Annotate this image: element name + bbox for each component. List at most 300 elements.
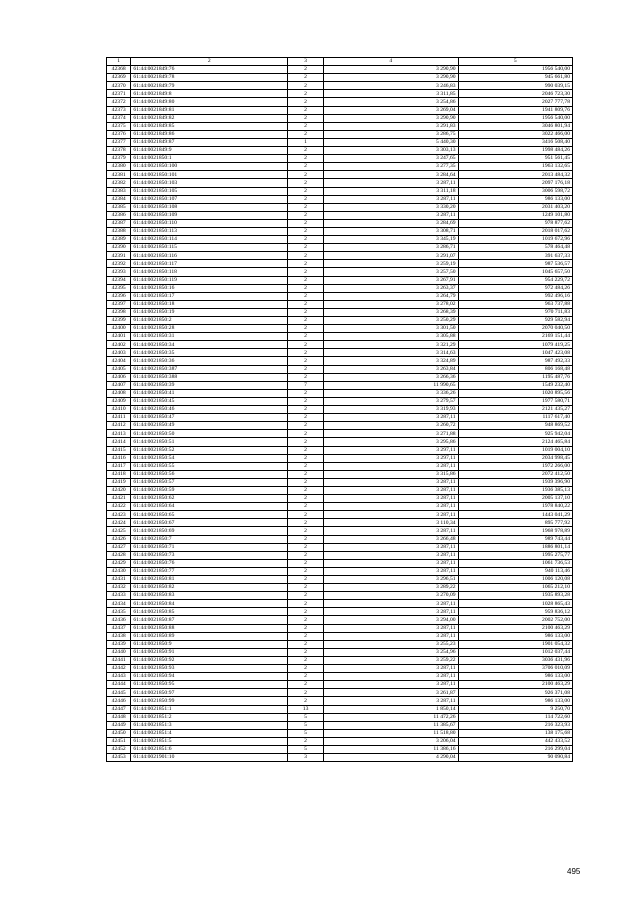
cell-row-number: 42427 bbox=[107, 543, 131, 551]
cell-cadastral-number: 61:44:0021850:1 bbox=[131, 155, 288, 163]
cell-value-b: 391 637,33 bbox=[458, 252, 572, 260]
cell-count: 2 bbox=[288, 535, 324, 543]
table-row bbox=[107, 665, 573, 673]
table-row bbox=[107, 373, 573, 381]
cell-value-a: 3 297,11 bbox=[324, 454, 459, 462]
cell-value-a: 3 289,22 bbox=[324, 584, 459, 592]
table-row bbox=[107, 130, 573, 138]
cell-value-b: 1019 004,10 bbox=[458, 446, 572, 454]
cell-value-a: 3 330,20 bbox=[324, 203, 459, 211]
cell-row-number: 42436 bbox=[107, 616, 131, 624]
cell-cadastral-number: 61:44:0021850:49 bbox=[131, 422, 288, 430]
cell-cadastral-number: 61:44:0021850:56 bbox=[131, 470, 288, 478]
cell-count: 2 bbox=[288, 82, 324, 90]
cell-count: 2 bbox=[288, 227, 324, 235]
cell-value-a: 3 287,11 bbox=[324, 567, 459, 575]
cell-row-number: 42404 bbox=[107, 357, 131, 365]
table-row bbox=[107, 616, 573, 624]
table-row bbox=[107, 430, 573, 438]
cell-value-b: 2100 463,29 bbox=[458, 681, 572, 689]
cell-value-a: 3 264,79 bbox=[324, 292, 459, 300]
cell-value-a: 3 301,50 bbox=[324, 325, 459, 333]
cell-count: 3 bbox=[288, 754, 324, 762]
cell-value-b: 1935 893,28 bbox=[458, 592, 572, 600]
table-row bbox=[107, 292, 573, 300]
table-row bbox=[107, 478, 573, 486]
cell-count: 2 bbox=[288, 203, 324, 211]
table-row bbox=[107, 689, 573, 697]
cell-count: 2 bbox=[288, 292, 324, 300]
cell-value-b: 2070 040,50 bbox=[458, 325, 572, 333]
cell-cadastral-number: 61:44:0021850:16 bbox=[131, 284, 288, 292]
cell-cadastral-number: 61:44:0021849:85 bbox=[131, 122, 288, 130]
cell-value-b: 1028 865,43 bbox=[458, 600, 572, 608]
header-col-1: 1 bbox=[107, 58, 131, 66]
cell-value-b: 1998 484,26 bbox=[458, 147, 572, 155]
cell-row-number: 42396 bbox=[107, 292, 131, 300]
table-row bbox=[107, 308, 573, 316]
cell-value-b: 963 737,88 bbox=[458, 300, 572, 308]
cell-value-a: 3 286,75 bbox=[324, 130, 459, 138]
cell-cadastral-number: 61:44:0021849:8 bbox=[131, 90, 288, 98]
cell-cadastral-number: 61:44:0021850:64 bbox=[131, 503, 288, 511]
cell-value-b: 9 250,70 bbox=[458, 705, 572, 713]
cell-value-a: 3 290,90 bbox=[324, 74, 459, 82]
table-header bbox=[107, 58, 573, 66]
cell-value-b: 1977 580,71 bbox=[458, 397, 572, 405]
cell-count: 2 bbox=[288, 244, 324, 252]
cell-value-b: 989 743,44 bbox=[458, 535, 572, 543]
cell-cadastral-number: 61:44:0021850:108 bbox=[131, 203, 288, 211]
cell-value-b: 2072 412,50 bbox=[458, 470, 572, 478]
cell-cadastral-number: 61:44:0021850:87 bbox=[131, 616, 288, 624]
cell-cadastral-number: 61:44:0021850:7 bbox=[131, 535, 288, 543]
cell-row-number: 42439 bbox=[107, 640, 131, 648]
cell-value-b: 806 168,48 bbox=[458, 365, 572, 373]
cell-cadastral-number: 61:44:0021850:65 bbox=[131, 511, 288, 519]
table-row bbox=[107, 171, 573, 179]
cell-value-a: 3 255,23 bbox=[324, 640, 459, 648]
cell-value-a: 3 287,11 bbox=[324, 179, 459, 187]
cell-value-a: 3 277,35 bbox=[324, 163, 459, 171]
table-row bbox=[107, 195, 573, 203]
cell-value-b: 1443 041,29 bbox=[458, 511, 572, 519]
cell-count: 2 bbox=[288, 406, 324, 414]
cell-row-number: 42368 bbox=[107, 66, 131, 74]
cell-value-a: 3 321,29 bbox=[324, 341, 459, 349]
cell-value-a: 4 290,04 bbox=[324, 754, 459, 762]
cell-value-a: 3 287,11 bbox=[324, 608, 459, 616]
cell-count: 2 bbox=[288, 98, 324, 106]
cell-value-a: 11 518,80 bbox=[324, 729, 459, 737]
table-row bbox=[107, 389, 573, 397]
cell-row-number: 42401 bbox=[107, 333, 131, 341]
table-row bbox=[107, 138, 573, 146]
cell-cadastral-number: 61:44:0021850:94 bbox=[131, 673, 288, 681]
cell-row-number: 42414 bbox=[107, 438, 131, 446]
table-row bbox=[107, 511, 573, 519]
cell-cadastral-number: 61:44:0021901:10 bbox=[131, 754, 288, 762]
cell-cadastral-number: 61:44:0021850:388 bbox=[131, 373, 288, 381]
table-row bbox=[107, 438, 573, 446]
cell-cadastral-number: 61:44:0021851:1 bbox=[131, 705, 288, 713]
cell-value-a: 3 254,86 bbox=[324, 98, 459, 106]
table-row bbox=[107, 147, 573, 155]
cell-value-a: 3 319,93 bbox=[324, 406, 459, 414]
table-row bbox=[107, 179, 573, 187]
cell-row-number: 42451 bbox=[107, 737, 131, 745]
cell-value-a: 1 850,14 bbox=[324, 705, 459, 713]
table-row bbox=[107, 98, 573, 106]
data-table bbox=[106, 57, 573, 762]
cell-value-a: 3 287,11 bbox=[324, 511, 459, 519]
cell-row-number: 42420 bbox=[107, 486, 131, 494]
cell-row-number: 42385 bbox=[107, 203, 131, 211]
table-row bbox=[107, 681, 573, 689]
cell-value-b: 2124 465,84 bbox=[458, 438, 572, 446]
cell-row-number: 42388 bbox=[107, 227, 131, 235]
table-row bbox=[107, 74, 573, 82]
cell-row-number: 42444 bbox=[107, 681, 131, 689]
cell-value-a: 3 247,65 bbox=[324, 155, 459, 163]
cell-count: 2 bbox=[288, 697, 324, 705]
cell-value-b: 114 722,60 bbox=[458, 713, 572, 721]
cell-cadastral-number: 61:44:0021850:45 bbox=[131, 397, 288, 405]
cell-value-b: 1079 419,25 bbox=[458, 341, 572, 349]
table-row bbox=[107, 114, 573, 122]
table-row bbox=[107, 495, 573, 503]
cell-row-number: 42374 bbox=[107, 114, 131, 122]
cell-cadastral-number: 61:44:0021850:52 bbox=[131, 446, 288, 454]
cell-row-number: 42369 bbox=[107, 74, 131, 82]
cell-count: 2 bbox=[288, 284, 324, 292]
cell-value-a: 3 278,02 bbox=[324, 300, 459, 308]
cell-count: 2 bbox=[288, 260, 324, 268]
cell-value-a: 3 287,11 bbox=[324, 697, 459, 705]
cell-count: 2 bbox=[288, 422, 324, 430]
cell-count: 2 bbox=[288, 519, 324, 527]
cell-count: 2 bbox=[288, 454, 324, 462]
cell-cadastral-number: 61:44:0021850:36 bbox=[131, 357, 288, 365]
cell-value-a: 3 287,11 bbox=[324, 632, 459, 640]
cell-row-number: 42382 bbox=[107, 179, 131, 187]
cell-value-a: 3 290,90 bbox=[324, 66, 459, 74]
cell-row-number: 42397 bbox=[107, 300, 131, 308]
cell-value-b: 2031 403,20 bbox=[458, 203, 572, 211]
cell-value-a: 3 266,48 bbox=[324, 535, 459, 543]
cell-value-b: 2005 137,10 bbox=[458, 495, 572, 503]
cell-value-a: 3 311,18 bbox=[324, 187, 459, 195]
cell-value-b: 1972 266,00 bbox=[458, 462, 572, 470]
table-row bbox=[107, 737, 573, 745]
cell-count: 2 bbox=[288, 584, 324, 592]
cell-cadastral-number: 61:44:0021850:92 bbox=[131, 656, 288, 664]
cell-cadastral-number: 61:44:0021850:109 bbox=[131, 211, 288, 219]
table-row bbox=[107, 203, 573, 211]
cell-value-a: 3 345,19 bbox=[324, 236, 459, 244]
cell-count: 2 bbox=[288, 608, 324, 616]
cell-count: 2 bbox=[288, 438, 324, 446]
cell-value-a: 3 287,11 bbox=[324, 486, 459, 494]
table-row bbox=[107, 745, 573, 753]
cell-count: 13 bbox=[288, 705, 324, 713]
cell-count: 2 bbox=[288, 567, 324, 575]
table-row bbox=[107, 551, 573, 559]
cell-value-b: 1939 396,90 bbox=[458, 478, 572, 486]
cell-cadastral-number: 61:44:0021850:28 bbox=[131, 325, 288, 333]
cell-value-b: 1012 037,44 bbox=[458, 648, 572, 656]
cell-cadastral-number: 61:44:0021850:81 bbox=[131, 576, 288, 584]
cell-value-b: 986 133,00 bbox=[458, 195, 572, 203]
cell-value-a: 3 271,88 bbox=[324, 430, 459, 438]
cell-count: 2 bbox=[288, 147, 324, 155]
cell-value-b: 959 836,12 bbox=[458, 608, 572, 616]
cell-value-b: 1901 054,32 bbox=[458, 640, 572, 648]
table-row bbox=[107, 155, 573, 163]
cell-cadastral-number: 61:44:0021850:89 bbox=[131, 632, 288, 640]
cell-row-number: 42398 bbox=[107, 308, 131, 316]
page-number: 495 bbox=[567, 867, 581, 876]
table-body bbox=[107, 66, 573, 762]
cell-value-a: 3 291,07 bbox=[324, 252, 459, 260]
cell-value-a: 3 286,71 bbox=[324, 244, 459, 252]
cell-count: 2 bbox=[288, 219, 324, 227]
table-row bbox=[107, 754, 573, 762]
table-row bbox=[107, 90, 573, 98]
cell-value-b: 2013 484,32 bbox=[458, 171, 572, 179]
table-row bbox=[107, 559, 573, 567]
cell-cadastral-number: 61:44:0021850:91 bbox=[131, 648, 288, 656]
cell-row-number: 42430 bbox=[107, 567, 131, 575]
cell-value-a: 3 279,57 bbox=[324, 397, 459, 405]
cell-cadastral-number: 61:44:0021850:71 bbox=[131, 543, 288, 551]
cell-count: 2 bbox=[288, 478, 324, 486]
header-col-4: 4 bbox=[324, 58, 459, 66]
cell-value-a: 3 308,71 bbox=[324, 227, 459, 235]
cell-value-a: 3 206,04 bbox=[324, 737, 459, 745]
table-row bbox=[107, 317, 573, 325]
cell-cadastral-number: 61:44:0021849:78 bbox=[131, 74, 288, 82]
cell-row-number: 42445 bbox=[107, 689, 131, 697]
cell-row-number: 42437 bbox=[107, 624, 131, 632]
cell-value-b: 1956 540,00 bbox=[458, 66, 572, 74]
cell-row-number: 42418 bbox=[107, 470, 131, 478]
cell-cadastral-number: 61:44:0021850:119 bbox=[131, 276, 288, 284]
table-row bbox=[107, 341, 573, 349]
cell-value-a: 3 287,11 bbox=[324, 624, 459, 632]
cell-cadastral-number: 61:44:0021850:19 bbox=[131, 308, 288, 316]
cell-row-number: 42421 bbox=[107, 495, 131, 503]
cell-row-number: 42446 bbox=[107, 697, 131, 705]
table-row bbox=[107, 414, 573, 422]
cell-value-a: 3 305,88 bbox=[324, 333, 459, 341]
cell-row-number: 42380 bbox=[107, 163, 131, 171]
table-row bbox=[107, 729, 573, 737]
cell-count: 2 bbox=[288, 300, 324, 308]
cell-row-number: 42408 bbox=[107, 389, 131, 397]
table-row bbox=[107, 325, 573, 333]
cell-count: 2 bbox=[288, 317, 324, 325]
cell-count: 2 bbox=[288, 195, 324, 203]
cell-cadastral-number: 61:44:0021850:17 bbox=[131, 292, 288, 300]
table-row bbox=[107, 260, 573, 268]
cell-cadastral-number: 61:44:0021850:116 bbox=[131, 252, 288, 260]
cell-count: 2 bbox=[288, 648, 324, 656]
cell-count: 2 bbox=[288, 624, 324, 632]
cell-value-b: 951 561,45 bbox=[458, 155, 572, 163]
cell-row-number: 42381 bbox=[107, 171, 131, 179]
cell-row-number: 42410 bbox=[107, 406, 131, 414]
cell-row-number: 42392 bbox=[107, 260, 131, 268]
cell-cadastral-number: 61:44:0021850:31 bbox=[131, 333, 288, 341]
cell-cadastral-number: 61:44:0021850:50 bbox=[131, 430, 288, 438]
header-col-2: 2 bbox=[131, 58, 288, 66]
cell-cadastral-number: 61:44:0021850:84 bbox=[131, 600, 288, 608]
cell-value-a: 3 261,87 bbox=[324, 689, 459, 697]
cell-count: 2 bbox=[288, 446, 324, 454]
table-row bbox=[107, 163, 573, 171]
cell-value-a: 3 250,29 bbox=[324, 317, 459, 325]
cell-value-a: 3 290,90 bbox=[324, 114, 459, 122]
cell-value-b: 2169 151,44 bbox=[458, 333, 572, 341]
cell-row-number: 42449 bbox=[107, 721, 131, 729]
cell-count: 2 bbox=[288, 308, 324, 316]
cell-row-number: 42371 bbox=[107, 90, 131, 98]
cell-value-a: 3 315,86 bbox=[324, 470, 459, 478]
header-col-3: 3 bbox=[288, 58, 324, 66]
cell-value-b: 895 777,92 bbox=[458, 519, 572, 527]
cell-count: 2 bbox=[288, 389, 324, 397]
cell-value-b: 3022 466,00 bbox=[458, 130, 572, 138]
cell-count: 2 bbox=[288, 503, 324, 511]
cell-count: 2 bbox=[288, 576, 324, 584]
cell-cadastral-number: 61:44:0021850:105 bbox=[131, 187, 288, 195]
cell-cadastral-number: 61:44:0021850:18 bbox=[131, 300, 288, 308]
cell-value-a: 3 266,36 bbox=[324, 373, 459, 381]
cell-value-b: 1117 617,40 bbox=[458, 414, 572, 422]
cell-cadastral-number: 61:44:0021849:76 bbox=[131, 66, 288, 74]
cell-cadastral-number: 61:44:0021851:3 bbox=[131, 721, 288, 729]
cell-value-a: 3 295,86 bbox=[324, 438, 459, 446]
table-row bbox=[107, 333, 573, 341]
cell-value-b: 1936 385,13 bbox=[458, 486, 572, 494]
cell-row-number: 42411 bbox=[107, 414, 131, 422]
cell-count: 1 bbox=[288, 138, 324, 146]
cell-row-number: 42376 bbox=[107, 130, 131, 138]
cell-value-b: 2002 752,00 bbox=[458, 616, 572, 624]
cell-row-number: 42375 bbox=[107, 122, 131, 130]
cell-value-a: 3 324,89 bbox=[324, 357, 459, 365]
cell-count: 2 bbox=[288, 155, 324, 163]
cell-count: 2 bbox=[288, 268, 324, 276]
cell-row-number: 42417 bbox=[107, 462, 131, 470]
cell-cadastral-number: 61:44:0021850:83 bbox=[131, 592, 288, 600]
table-row bbox=[107, 66, 573, 74]
cell-row-number: 42409 bbox=[107, 397, 131, 405]
cell-cadastral-number: 61:44:0021850:51 bbox=[131, 438, 288, 446]
cell-count: 2 bbox=[288, 673, 324, 681]
cell-value-b: 1995 275,77 bbox=[458, 551, 572, 559]
cell-value-b: 1941 809,76 bbox=[458, 106, 572, 114]
table-row bbox=[107, 446, 573, 454]
table-row bbox=[107, 648, 573, 656]
table-row bbox=[107, 640, 573, 648]
cell-value-a: 3 287,11 bbox=[324, 543, 459, 551]
cell-count: 5 bbox=[288, 721, 324, 729]
cell-row-number: 42423 bbox=[107, 511, 131, 519]
table-row bbox=[107, 219, 573, 227]
cell-value-b: 1978 840,22 bbox=[458, 503, 572, 511]
table-row bbox=[107, 284, 573, 292]
cell-row-number: 42399 bbox=[107, 317, 131, 325]
cell-row-number: 42442 bbox=[107, 665, 131, 673]
cell-value-b: 1047 423,08 bbox=[458, 349, 572, 357]
cell-value-a: 3 287,11 bbox=[324, 600, 459, 608]
cell-row-number: 42450 bbox=[107, 729, 131, 737]
cell-value-a: 3 287,11 bbox=[324, 559, 459, 567]
cell-value-a: 3 259,19 bbox=[324, 260, 459, 268]
cell-count: 2 bbox=[288, 470, 324, 478]
cell-row-number: 42453 bbox=[107, 754, 131, 762]
cell-cadastral-number: 61:44:0021850:62 bbox=[131, 495, 288, 503]
cell-count: 5 bbox=[288, 713, 324, 721]
cell-value-b: 987 536,57 bbox=[458, 260, 572, 268]
cell-value-a: 3 260,72 bbox=[324, 422, 459, 430]
cell-value-a: 11 472,26 bbox=[324, 713, 459, 721]
cell-value-a: 3 303,13 bbox=[324, 147, 459, 155]
cell-cadastral-number: 61:44:0021850:97 bbox=[131, 689, 288, 697]
cell-value-a: 5 440,30 bbox=[324, 138, 459, 146]
cell-cadastral-number: 61:44:0021849:81 bbox=[131, 106, 288, 114]
cell-value-b: 986 133,00 bbox=[458, 673, 572, 681]
cell-value-b: 1020 895,56 bbox=[458, 389, 572, 397]
cell-count: 2 bbox=[288, 171, 324, 179]
cell-count: 2 bbox=[288, 179, 324, 187]
cell-count: 2 bbox=[288, 325, 324, 333]
cell-value-a: 3 269,04 bbox=[324, 106, 459, 114]
header-row bbox=[107, 58, 573, 66]
cell-value-b: 1061 736,53 bbox=[458, 559, 572, 567]
cell-count: 2 bbox=[288, 187, 324, 195]
cell-count: 2 bbox=[288, 551, 324, 559]
cell-count: 5 bbox=[288, 745, 324, 753]
cell-value-a: 3 284,64 bbox=[324, 171, 459, 179]
cell-row-number: 42378 bbox=[107, 147, 131, 155]
cell-value-b: 1065 212,10 bbox=[458, 584, 572, 592]
table-row bbox=[107, 608, 573, 616]
cell-cadastral-number: 61:44:0021850:115 bbox=[131, 244, 288, 252]
table-row bbox=[107, 300, 573, 308]
cell-cadastral-number: 61:44:0021850:2 bbox=[131, 317, 288, 325]
cell-value-b: 972 484,26 bbox=[458, 284, 572, 292]
cell-value-a: 3 263,84 bbox=[324, 365, 459, 373]
table-row bbox=[107, 705, 573, 713]
cell-count: 2 bbox=[288, 414, 324, 422]
cell-value-a: 3 287,11 bbox=[324, 495, 459, 503]
cell-cadastral-number: 61:44:0021851:4 bbox=[131, 729, 288, 737]
cell-value-b: 90 090,84 bbox=[458, 754, 572, 762]
cell-value-b: 216 299,04 bbox=[458, 745, 572, 753]
cell-value-b: 2046 723,30 bbox=[458, 90, 572, 98]
cell-value-a: 3 336,26 bbox=[324, 389, 459, 397]
cell-row-number: 42395 bbox=[107, 284, 131, 292]
cell-count: 7 bbox=[288, 381, 324, 389]
cell-value-a: 3 287,11 bbox=[324, 211, 459, 219]
cell-cadastral-number: 61:44:0021850:39 bbox=[131, 381, 288, 389]
table-row bbox=[107, 381, 573, 389]
cell-count: 2 bbox=[288, 495, 324, 503]
table-row bbox=[107, 349, 573, 357]
